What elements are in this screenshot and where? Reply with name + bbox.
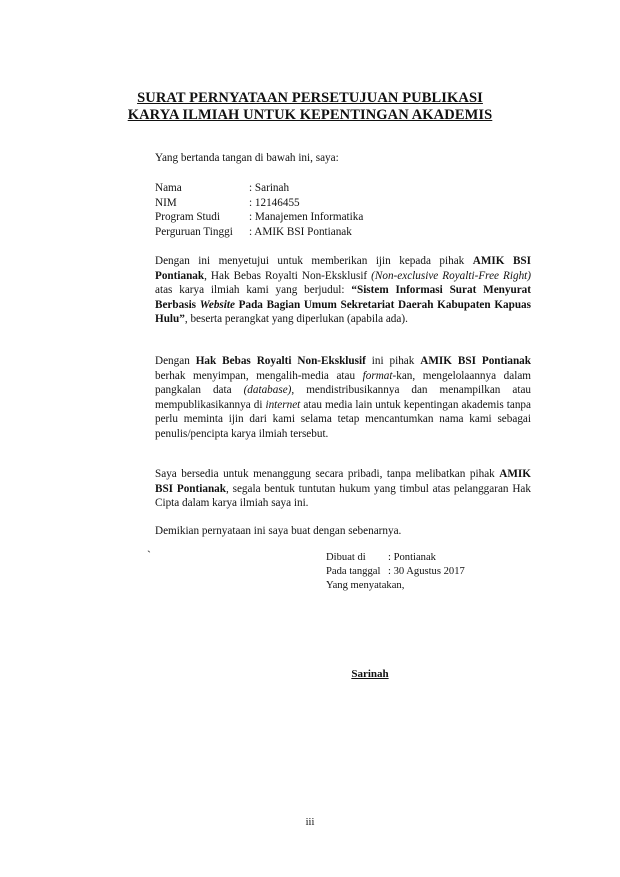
identity-label: Nama — [155, 182, 182, 194]
identity-value: : Manajemen Informatika — [249, 211, 364, 224]
signature-date-value: : 30 Agustus 2017 — [388, 566, 465, 577]
identity-label: Perguruan Tinggi — [155, 225, 233, 238]
signature-place-row — [326, 551, 465, 565]
identity-row-program — [155, 210, 363, 225]
signatory-name: Sarinah — [351, 668, 389, 680]
identity-value: : 12146455 — [249, 196, 300, 209]
identity-row-institution — [155, 225, 363, 240]
paragraph-rights: Dengan Hak Bebas Royalti Non-Eksklusif ini pihak AMIK BSI Pontianak berhak menyimpan, mengalih-media atau format-kan, mengelolaannya dalam pangkalan data (database), mendistribusikannya dan menampilkan atau mempublikasikannya di internet atau media lain untuk kepentingan akademis tanpa perlu meminta ijin dari kami selama tetap mencantumkan nama kami sebagai penulis/pencipta karya ilmiah tersebut. — [155, 355, 531, 440]
identity-label: NIM — [155, 196, 177, 209]
identity-row-nim — [155, 196, 363, 211]
intro-text: Yang bertanda tangan di bawah ini, saya: — [155, 152, 339, 164]
paragraph-liability: Saya bersedia untuk menanggung secara pribadi, tanpa melibatkan pihak AMIK BSI Pontianak, segala bentuk tuntutan hukum yang timbul atas pelanggaran Hak Cipta dalam karya ilmiah saya ini. — [155, 468, 531, 510]
identity-table — [155, 181, 363, 239]
identity-label: Program Studi — [155, 211, 220, 224]
signature-place-value: : Pontianak — [388, 552, 436, 563]
stray-mark: ` — [147, 548, 151, 562]
identity-value: : AMIK BSI Pontianak — [249, 225, 352, 238]
signature-declarant: Yang menyatakan, — [326, 580, 405, 591]
identity-value: : Sarinah — [249, 182, 290, 194]
title-line-2: KARYA ILMIAH UNTUK KEPENTINGAN AKADEMIS — [127, 107, 493, 123]
identity-row-name — [155, 181, 363, 196]
signature-date-label: Pada tanggal — [326, 566, 381, 577]
page-number: iii — [305, 817, 315, 828]
closing-statement: Demikian pernyataan ini saya buat dengan sebenarnya. — [155, 525, 402, 537]
paragraph-consent: Dengan ini menyetujui untuk memberikan ijin kepada pihak AMIK BSI Pontianak, Hak Bebas Royalti Non-Eksklusif (Non-exclusive Royalti-Free Right) atas karya ilmiah kami yang berjudul: “Sistem Informasi Surat Menyurat Berbasis Website Pada Bagian Umum Sekretariat Daerah Kabupaten Kapuas Hulu”, beserta perangkat yang diperlukan (apabila ada). — [155, 255, 532, 326]
signature-place-label: Dibuat di — [326, 552, 366, 563]
document-title — [90, 90, 530, 124]
signature-date-row — [326, 565, 465, 579]
signature-block — [326, 551, 465, 593]
title-line-1: SURAT PERNYATAAN PERSETUJUAN PUBLIKASI — [137, 90, 483, 106]
